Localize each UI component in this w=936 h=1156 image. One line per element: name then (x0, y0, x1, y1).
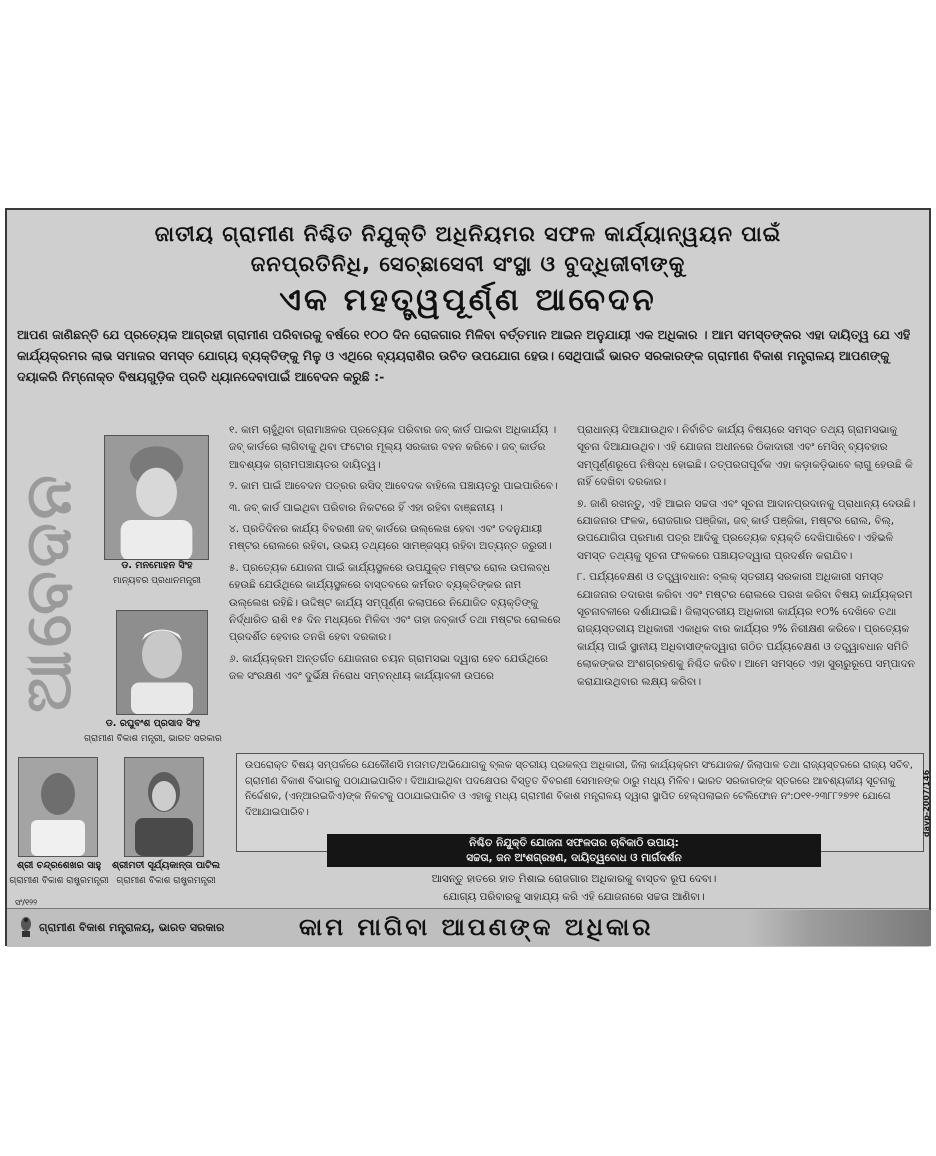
portrait-2-name: ଡ. ରଘୁବଂଶ ପ୍ରସାଦ ସିଂହ (105, 718, 201, 729)
point-7: ୭. ଜାଣି ରଖନ୍ତୁ, ଏହି ଆଇନ ସଚ୍ଚତା ଏବଂ ସୂଚନା ଆଦାନପ୍ରଦାନକୁ ପ୍ରାଧାନ୍ୟ ଦେଉଛି। ଯୋଜନାର ଫଳକ, ରୋଜଗାର ପଞ୍ଜିକା, ଜବ୍ କାର୍ଡ ପଞ୍ଜିକା, ମଷ୍ଟର ରୋଲ, ବିଲ୍, ଉପଯୋଗିତା ପ୍ରମାଣ ପତ୍ର ଆଦିକୁ ପ୍ରତ୍ୟେକ ବ୍ୟକ୍ତି ଦେଖିପାରିବେ। ଏହିଭଳି ସମସ୍ତ ତଥ୍ୟକୁ ସୂଚନା ଫଳକରେ ପଞ୍ଚାୟତଦ୍ୱାରା ପ୍ରଦର୍ଶନ କରାଯିବ। (577, 497, 916, 562)
stamp-text: ଆବେଦନ (12, 471, 87, 713)
headline-line-1: ଜାତୀୟ ଗ୍ରାମୀଣ ନିଶ୍ଚିତ ନିଯୁକ୍ତି ଅଧିନିୟମର ସଫଳ କାର୍ଯ୍ୟାନ୍ୱୟନ ପାଇଁ (154, 222, 782, 246)
headline-main: ଏକ ମହତ୍ତ୍ୱପୂର୍ଣ୍ଣ ଆବେଦନ (279, 282, 657, 318)
appeal-line-1: ଆସନ୍ତୁ ହାତରେ ହାତ ମିଶାଇ ରୋଜଗାର ଅଧିକାରକୁ ବାସ୍ତବ ରୂପ ଦେବା। (431, 873, 717, 885)
portrait-4-name: ଶ୍ରୀମତୀ ସୂର୍ଯ୍ୟକାନ୍ତା ପାଟିଲ (111, 860, 221, 871)
point-3: ୩. ଜବ୍ କାର୍ଡ ପାଇଥିବା ପରିବାର ନିକଟରେ ହିଁ ଏହା ରହିବା ବାଞ୍ଛନୀୟ । (229, 501, 503, 514)
reference-code: ସଂ/୧୨୨ (15, 898, 38, 907)
point-8: ୮. ପର୍ଯ୍ୟବେକ୍ଷଣ ଓ ତତ୍ତ୍ୱାବଧାନ: ବ୍ଲକ୍ ସ୍ତରୀୟ ସରକାରୀ ଅଧିକାରୀ ସମସ୍ତ ଯୋଜନାର ତଦାରଖ କରିବା ଏବଂ ମଷ୍ଟର ରୋଲରେ ପରଖ କରିବା ବିଷୟ କାର୍ଯ୍ୟକ୍ରମ ସୂଚନାବଳୀରେ ଦର୍ଶାଯାଇଛି। ଜିଲାସ୍ତରୀୟ ଅଧିକାରୀ କାର୍ଯ୍ୟର ୧୦% ଦେଖିବେ ତଥା ରାଜ୍ୟସ୍ତରୀୟ ଅଧିକାରୀ ଏକାଧିକ ବାର କାର୍ଯ୍ୟର ୨% ନିରୀକ୍ଷଣ କରିବେ। ପ୍ରତ୍ୟେକ କାର୍ଯ୍ୟ ପାଇଁ ସ୍ଥାନୀୟ ଅଧିବାସୀଙ୍କଦ୍ୱାରା ଗଠିତ ପର୍ଯ୍ୟବେକ୍ଷଣ ଓ ତତ୍ତ୍ୱାବଧାନ ସମିତି ଲୋକଙ୍କର ଅଂଶଗ୍ରହଣକୁ ନିଶ୍ଚିତ କରିବ। ଆମେ ସମସ୍ତେ ଏହା ସୁଚାରୁରୂପେ ସମ୍ପାଦନ କରାଯାଉଥିବାର ଲକ୍ଷ୍ୟ କରିବା। (577, 571, 916, 688)
vertical-stamp (12, 432, 87, 752)
appeal-lines (327, 870, 821, 906)
portrait-2-title: ଗ୍ରାମୀଣ ବିକାଶ ମନ୍ତ୍ରୀ, ଭାରତ ସରକାର (84, 734, 222, 744)
headline-line-2: ଜନପ୍ରତିନିଧି, ସେଚ୍ଛାସେବୀ ସଂସ୍ଥା ଓ ବୁଦ୍ଧିଜୀବୀଙ୍କୁ (250, 252, 686, 276)
portrait-photo-1 (104, 435, 209, 560)
vertical-ad-code (921, 755, 933, 851)
portrait-4-image (125, 758, 203, 856)
point-6: ୬. କାର୍ଯ୍ୟକ୍ରମ ଅନ୍ତର୍ଗତ ଯୋଜନାର ଚୟନ ଗ୍ରାମସଭା ଦ୍ୱାରା ହେବ ଯେଉଁଥିରେ ଜଳ ସଂରକ୍ଷଣ ଏବଂ ଦୁର୍ଭିକ୍ଷ ନିରୋଧ ସମ୍ବନ୍ଧୀୟ କାର୍ଯ୍ୟାବଳୀ ଉପରେ (229, 652, 548, 683)
portrait-2-image (117, 611, 207, 714)
footer-bar (7, 908, 929, 947)
point-5: ୫. ପ୍ରତ୍ୟେକ ଯୋଜନା ପାଇଁ କାର୍ଯ୍ୟସ୍ଥଳରେ ଉପଯୁକ୍ତ ମଷ୍ଟର ରୋଲ ଉପଲବ୍ଧ ହେଉଛି ଯେଉଁଥିରେ କାର୍ଯ୍ୟସ୍ଥଳରେ ବାସ୍ତବରେ କର୍ମରତ ବ୍ୟକ୍ତିଙ୍କର ନାମ ଉଲ୍ଲେଖ ରହିଛି। ଉଦ୍ଦିଷ୍ଟ କାର୍ଯ୍ୟ ସମ୍ପୂର୍ଣ୍ଣ କଲାପରେ ନିଯୋଜିତ ବ୍ୟକ୍ତିଙ୍କୁ ନିର୍ଦ୍ଧାରିତ ରାଶି ୧୫ ଦିନ ମଧ୍ୟରେ ମିଳିବା ଏବଂ ତାହା ଜବ୍‌କାର୍ଡ ତଥା ମଷ୍ଟର ରୋଲରେ ପ୍ରଦର୍ଶିତ ହେବାର ତନଖି ହେବା ଦରକାର। (229, 561, 561, 644)
key-points-box (327, 834, 821, 867)
portrait-photo-4 (124, 757, 204, 857)
portrait-3-title: ଗ୍ରାମୀଣ ବିକାଶ ରାଷ୍ଟ୍ରମନ୍ତ୍ରୀ (9, 876, 109, 886)
portrait-1-name: ଡ. ମନମୋହନ ସିଂହ (121, 560, 193, 571)
portrait-1-image (105, 436, 208, 559)
point-4: ୪. ପ୍ରତିଦିନର କାର୍ଯ୍ୟ ବିବରଣୀ ଜବ୍ କାର୍ଡରେ ଉଲ୍ଲେଖ ହେବା ଏବଂ ତଦନୁଯାୟୀ ମଷ୍ଟର ରୋଲରେ ରହିବା, ଉଭୟ ତଥ୍ୟରେ ସାମଞ୍ଜସ୍ୟ ରହିବା ଅତ୍ୟନ୍ତ ଜରୁରୀ। (229, 523, 552, 553)
point-6-continued: ପ୍ରାଧାନ୍ୟ ଦିଆଯାଉଥିବ। ନିର୍ବାଚିତ କାର୍ଯ୍ୟ ବିଷୟରେ ସମସ୍ତ ତଥ୍ୟ ଗ୍ରାମସଭାକୁ ସୂଚନା ଦିଆଯାଉଥିବ। ଏହି ଯୋଜନା ଅଧୀନରେ ଠିକାଦାରୀ ଏବଂ ମେସିନ୍ ବ୍ୟବହାର ସମ୍ପୂର୍ଣ୍ଣରୂପେ ନିଷିଦ୍ଧ ହୋଇଛି। ତତ୍ପରତାପୂର୍ବକ ଏହା କଡ଼ାକଡ଼ିଭାବେ ଲାଗୁ ହେଉଛି କି ନାହିଁ ଦେଖିବା ଦରକାର। (577, 424, 913, 489)
portrait-4-title: ଗ୍ରାମୀଣ ବିକାଶ ରାଷ୍ଟ୍ରମନ୍ତ୍ରୀ (116, 876, 216, 886)
key-points-list: ସଚ୍ଚତା, ଜନ ଅଂଶଗ୍ରହଣ, ଦାୟିତ୍ୱବୋଧ ଓ ମାର୍ଗଦର୍ଶନ (466, 852, 682, 864)
footer-people-image (747, 910, 931, 946)
footer-slogan: କାମ ମାଗିବା ଆପଣଙ୍କ ଅଧିକାର (299, 913, 654, 941)
intro-paragraph: ଆପଣ ଜାଣିଛନ୍ତି ଯେ ପ୍ରତ୍ୟେକ ଆଗ୍ରହୀ ଗ୍ରାମୀଣ ପରିବାରକୁ ବର୍ଷରେ ୧୦୦ ଦିନ ରୋଜଗାର ମିଳିବା ବର୍ତ୍ତମାନ ଆଇନ ଅନୁଯାୟୀ ଏକ ଅଧିକାର । ଆମ ସମସ୍ତଙ୍କର ଏହା ଦାୟିତ୍ୱ ଯେ ଏହି କାର୍ଯ୍ୟକ୍ରମର ଲାଭ ସମାଜର ସମସ୍ତ ଯୋଗ୍ୟ ବ୍ୟକ୍ତିଙ୍କୁ ମିଳୁ ଓ ଏଥିରେ ବ୍ୟୟରାଶିର ଉଚିତ ଉପଯୋଗ ହେଉ। ସେଥିପାଇଁ ଭାରତ ସରକାରଙ୍କ ଗ୍ରାମୀଣ ବିକାଶ ମନ୍ତ୍ରାଳୟ ଆପଣଙ୍କୁ ଦୟାକରି ନିମ୍ନୋକ୍ତ ବିଷୟଗୁଡ଼ିକ ପ୍ରତି ଧ୍ୟାନଦେବାପାଇଁ ଆବେଦନ କରୁଛି :- (17, 327, 911, 384)
ad-code-text: davp-2007/146 (922, 769, 932, 837)
portrait-photo-2 (116, 610, 208, 715)
national-emblem-icon (19, 915, 33, 939)
portrait-3-image (19, 758, 97, 856)
ministry-name: ଗ୍ରାମୀଣ ବିକାଶ ମନ୍ତ୍ରାଳୟ, ଭାରତ ସରକାର (39, 921, 225, 934)
portrait-photo-3 (18, 757, 98, 857)
body-column-2 (577, 422, 923, 695)
advertisement-panel (5, 208, 931, 946)
portrait-1-title: ମାନ୍ୟବର ପ୍ରଧାନମନ୍ତ୍ରୀ (113, 576, 201, 586)
appeal-line-2: ଯୋଗ୍ୟ ପରିବାରକୁ ସାହାଯ୍ୟ କରି ଏହି ଯୋଜନାରେ ସଚ୍ଚତା ଆଣିବା। (443, 891, 705, 903)
key-points-title: ନିଶ୍ଚିତ ନିଯୁକ୍ତି ଯୋଜନା ସଫଳତାର ଚାବିକାଠି ଉପାୟ: (469, 837, 679, 849)
point-1: ୧. କାମ ଚାହୁଁଥିବା ଗ୍ରାମାଞ୍ଚଳର ପ୍ରତ୍ୟେକ ପରିବାର ଜବ୍ କାର୍ଡ ପାଇବା ଅଧିକାର୍ଯ୍ୟ । ଜବ୍ କାର୍ଡରେ ଲାଗିବାକୁ ଥିବା ଫଟୋର ମୂଲ୍ୟ ସରକାର ବହନ କରିବେ। ଜବ୍ କାର୍ଡର ଆବଶ୍ୟକ ଗ୍ରାମପଞ୍ଚାୟତର ଦାୟିତ୍ୱ। (229, 424, 557, 471)
portrait-3-name: ଶ୍ରୀ ଚନ୍ଦ୍ରଶେଖର ସାହୁ (16, 860, 102, 871)
body-column-1 (229, 422, 561, 690)
point-2: ୨. କାମ ପାଇଁ ଆବେଦନ ପତ୍ରର ରସିଦ୍ ଆବେଦକ ବାହିଲେ ପଞ୍ଚାୟତରୁ ପାଇପାରିବେ। (229, 480, 558, 493)
contact-notice-text: ଉପରୋକ୍ତ ବିଷୟ ସମ୍ପର୍କରେ ଯେକୌଣସି ମତାମତ/ଅଭିଯୋଗକୁ ବ୍ଲକ ସ୍ତରୀୟ ପ୍ରକଳ୍ପ ଅଧିକାରୀ, ଜିଲା କାର୍ଯ୍ୟକ୍ରମ ସଂଯୋଜକ/ ଜିଲାପାଳ ତଥା ରାଜ୍ୟସ୍ତରରେ ରାଜ୍ୟ ସଚିବ, ଗ୍ରାମୀଣ ବିକାଶ ବିଭାଗକୁ ପଠାଯାଇପାରିବ। ଦିଆଯାଇଥିବା ପଦକ୍ଷେପର ବିସ୍ତୃତ ବିବରଣୀ ସେମାନଙ୍କ ଠାରୁ ମଧ୍ୟ ମିଳିବ। ଭାରତ ସରକାରଙ୍କ ସ୍ତରରେ ଆବଶ୍ୟକୀୟ ସୂଚନାକୁ ନିର୍ଦ୍ଦେଶକ, (ଏନ୍ଆରଇଜିଏ)ଙ୍କ ନିକଟକୁ ପଠାଯାଇପାରିବ ଓ ଏହାକୁ ମଧ୍ୟ ଗ୍ରାମୀଣ ବିକାଶ ମନ୍ତ୍ରାଳୟ ଦ୍ୱାରା ସ୍ଥାପିତ ହେଲ୍ପଲାଇନ ଟେଲିଫୋନ ନଂ:୦୧୧-୨୩୮୮୨୭୨୧ ଯୋଗେ ଦିଆଯାଇପାରିବ। (245, 760, 913, 818)
